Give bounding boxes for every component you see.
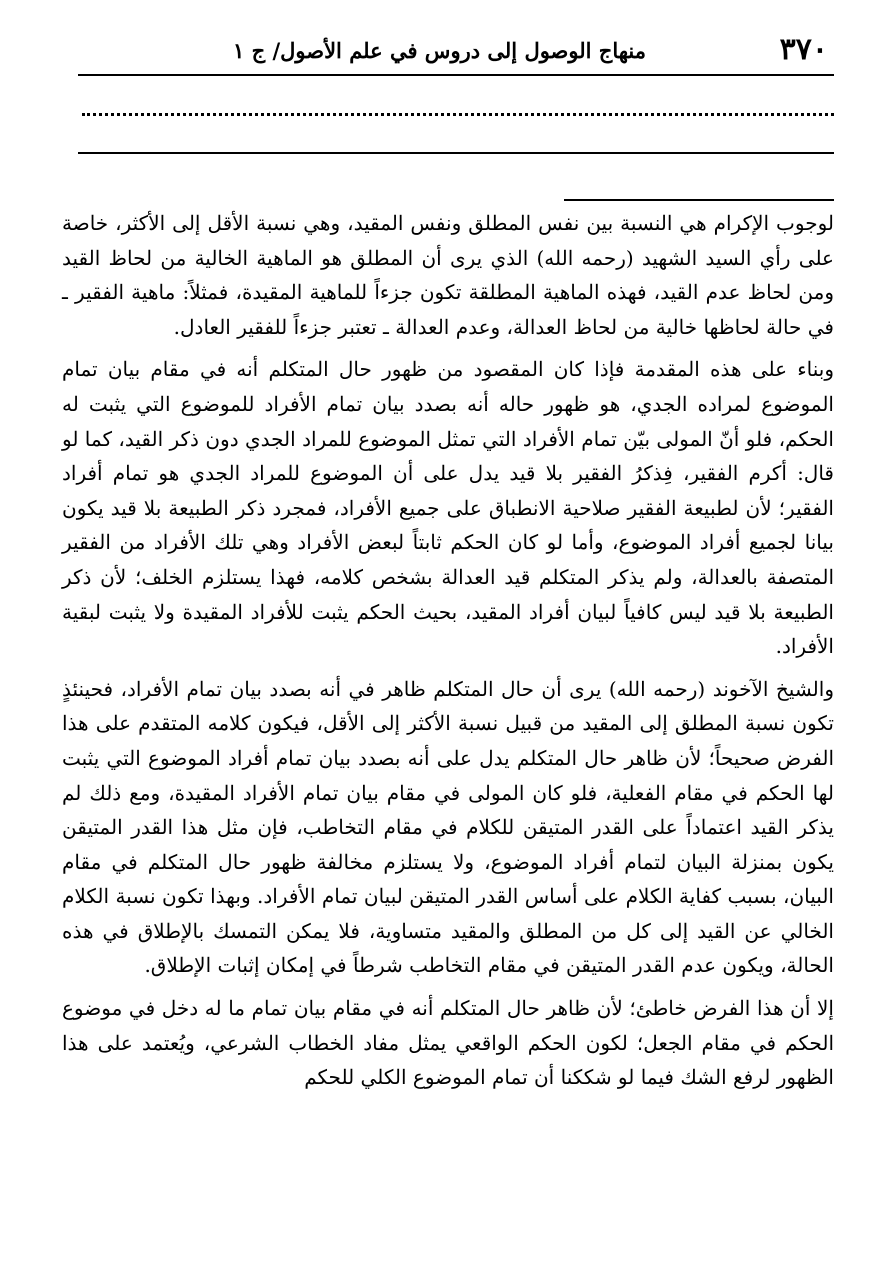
paragraph: لوجوب الإكرام هي النسبة بين نفس المطلق ونفس المقيد، وهي نسبة الأقل إلى الأكثر، خاصة على رأي السيد الشهيد (رحمه الله) الذي يرى أن المطلق هو الماهية الخالية من لحاظ القيد ومن لحاظ عدم القيد، فهذه الماهية المطلقة تكون جزءاً للماهية المقيدة، فمثلاً: ماهية الفقير ـ في حالة لحاظها خالية من لحاظ العدالة، وعدم العدالة ـ تعتبر جزءاً للفقير العادل. xyxy=(62,211,835,339)
horizontal-rule xyxy=(78,152,834,154)
paragraph: والشيخ الآخوند (رحمه الله) يرى أن حال المتكلم ظاهر في أنه بصدد بيان تمام الأفراد، فحينئذٍ تكون نسبة المطلق إلى المقيد من قبيل نسبة الأكثر إلى الأقل، فيكون كلامه المتقدم على هذا الفرض صحيحاً؛ لأن ظاهر حال المتكلم يدل على أنه بصدد بيان تمام أفراد الموضوع التي يثبت لها الحكم في مقام الفعلية، فلو كان المولى في مقام بيان تمام الأفراد المقيدة، ومع ذلك لم يذكر القيد اعتماداً على القدر المتيقن للكلام في مقام التخاطب، فإن مثل هذا القدر المتيقن يكون بمنزلة البيان لتمام أفراد الموضوع، ولا يستلزم مخالفة ظهور حال المتكلم في مقام البيان، بسبب كفاية الكلام على أساس القدر المتيقن لبيان تمام الأفراد. وبهذا تكون نسبة الكلام الخالي عن القيد إلى كل من المطلق والمقيد متساوية، فلا يمكن التمسك بالإطلاق في هذه الحالة، ويكون عدم القدر المتيقن في مقام التخاطب شرطاً في إمكان إثبات الإطلاق. xyxy=(62,676,834,978)
page-number: ٣٧٠ xyxy=(779,32,828,67)
running-title: منهاج الوصول إلى دروس في علم الأصول/ ج ١ xyxy=(233,38,646,63)
dotted-separator xyxy=(82,113,834,116)
paragraph: وبناء على هذه المقدمة فإذا كان المقصود من ظهور حال المتكلم أنه في مقام بيان تمام الموضوع لمراده الجدي، هو ظهور حاله أنه بصدد بيان تمام الأفراد للموضوع التي يثبت له الحكم، فلو أنّ المولى بيّن تمام الأفراد التي تمثل الموضوع للمراد الجدي دون ذكر القيد، كما لو قال: أكرم الفقير، فِذكرُ الفقير بلا قيد يدل على أن الموضوع للمراد الجدي هو تمام أفراد الفقير؛ لأن لطبيعة الفقير صلاحية الانطباق على جميع الأفراد، فمجرد ذكر الطبيعة بلا قيد يكون بيانا لجميع أفراد الموضوع، وأما لو كان الحكم ثابتاً لبعض الأفراد وهي تلك الأفراد من الفقير المتصفة بالعدالة، ولم يذكر المتكلم قيد العدالة بشخص كلامه، فهذا يستلزم الخلف؛ لأن ذكر الطبيعة بلا قيد ليس كافياً لبيان أفراد المقيد، بحيث الحكم يثبت للأفراد المقيدة ولا يثبت لبقية الأفراد. xyxy=(62,357,834,659)
body-text xyxy=(62,206,834,1103)
page-header xyxy=(78,24,834,76)
paragraph: إلا أن هذا الفرض خاطئ؛ لأن ظاهر حال المتكلم أنه في مقام بيان تمام ما له دخل في موضوع الحكم في مقام الجعل؛ لكون الحكم الواقعي يمثل مفاد الخطاب الشرعي، ويُعتمد على هذا الظهور لرفع الشك فيما لو شككنا أن تمام الموضوع الكلي للحكم xyxy=(62,996,834,1090)
footnote-rule xyxy=(564,199,834,201)
